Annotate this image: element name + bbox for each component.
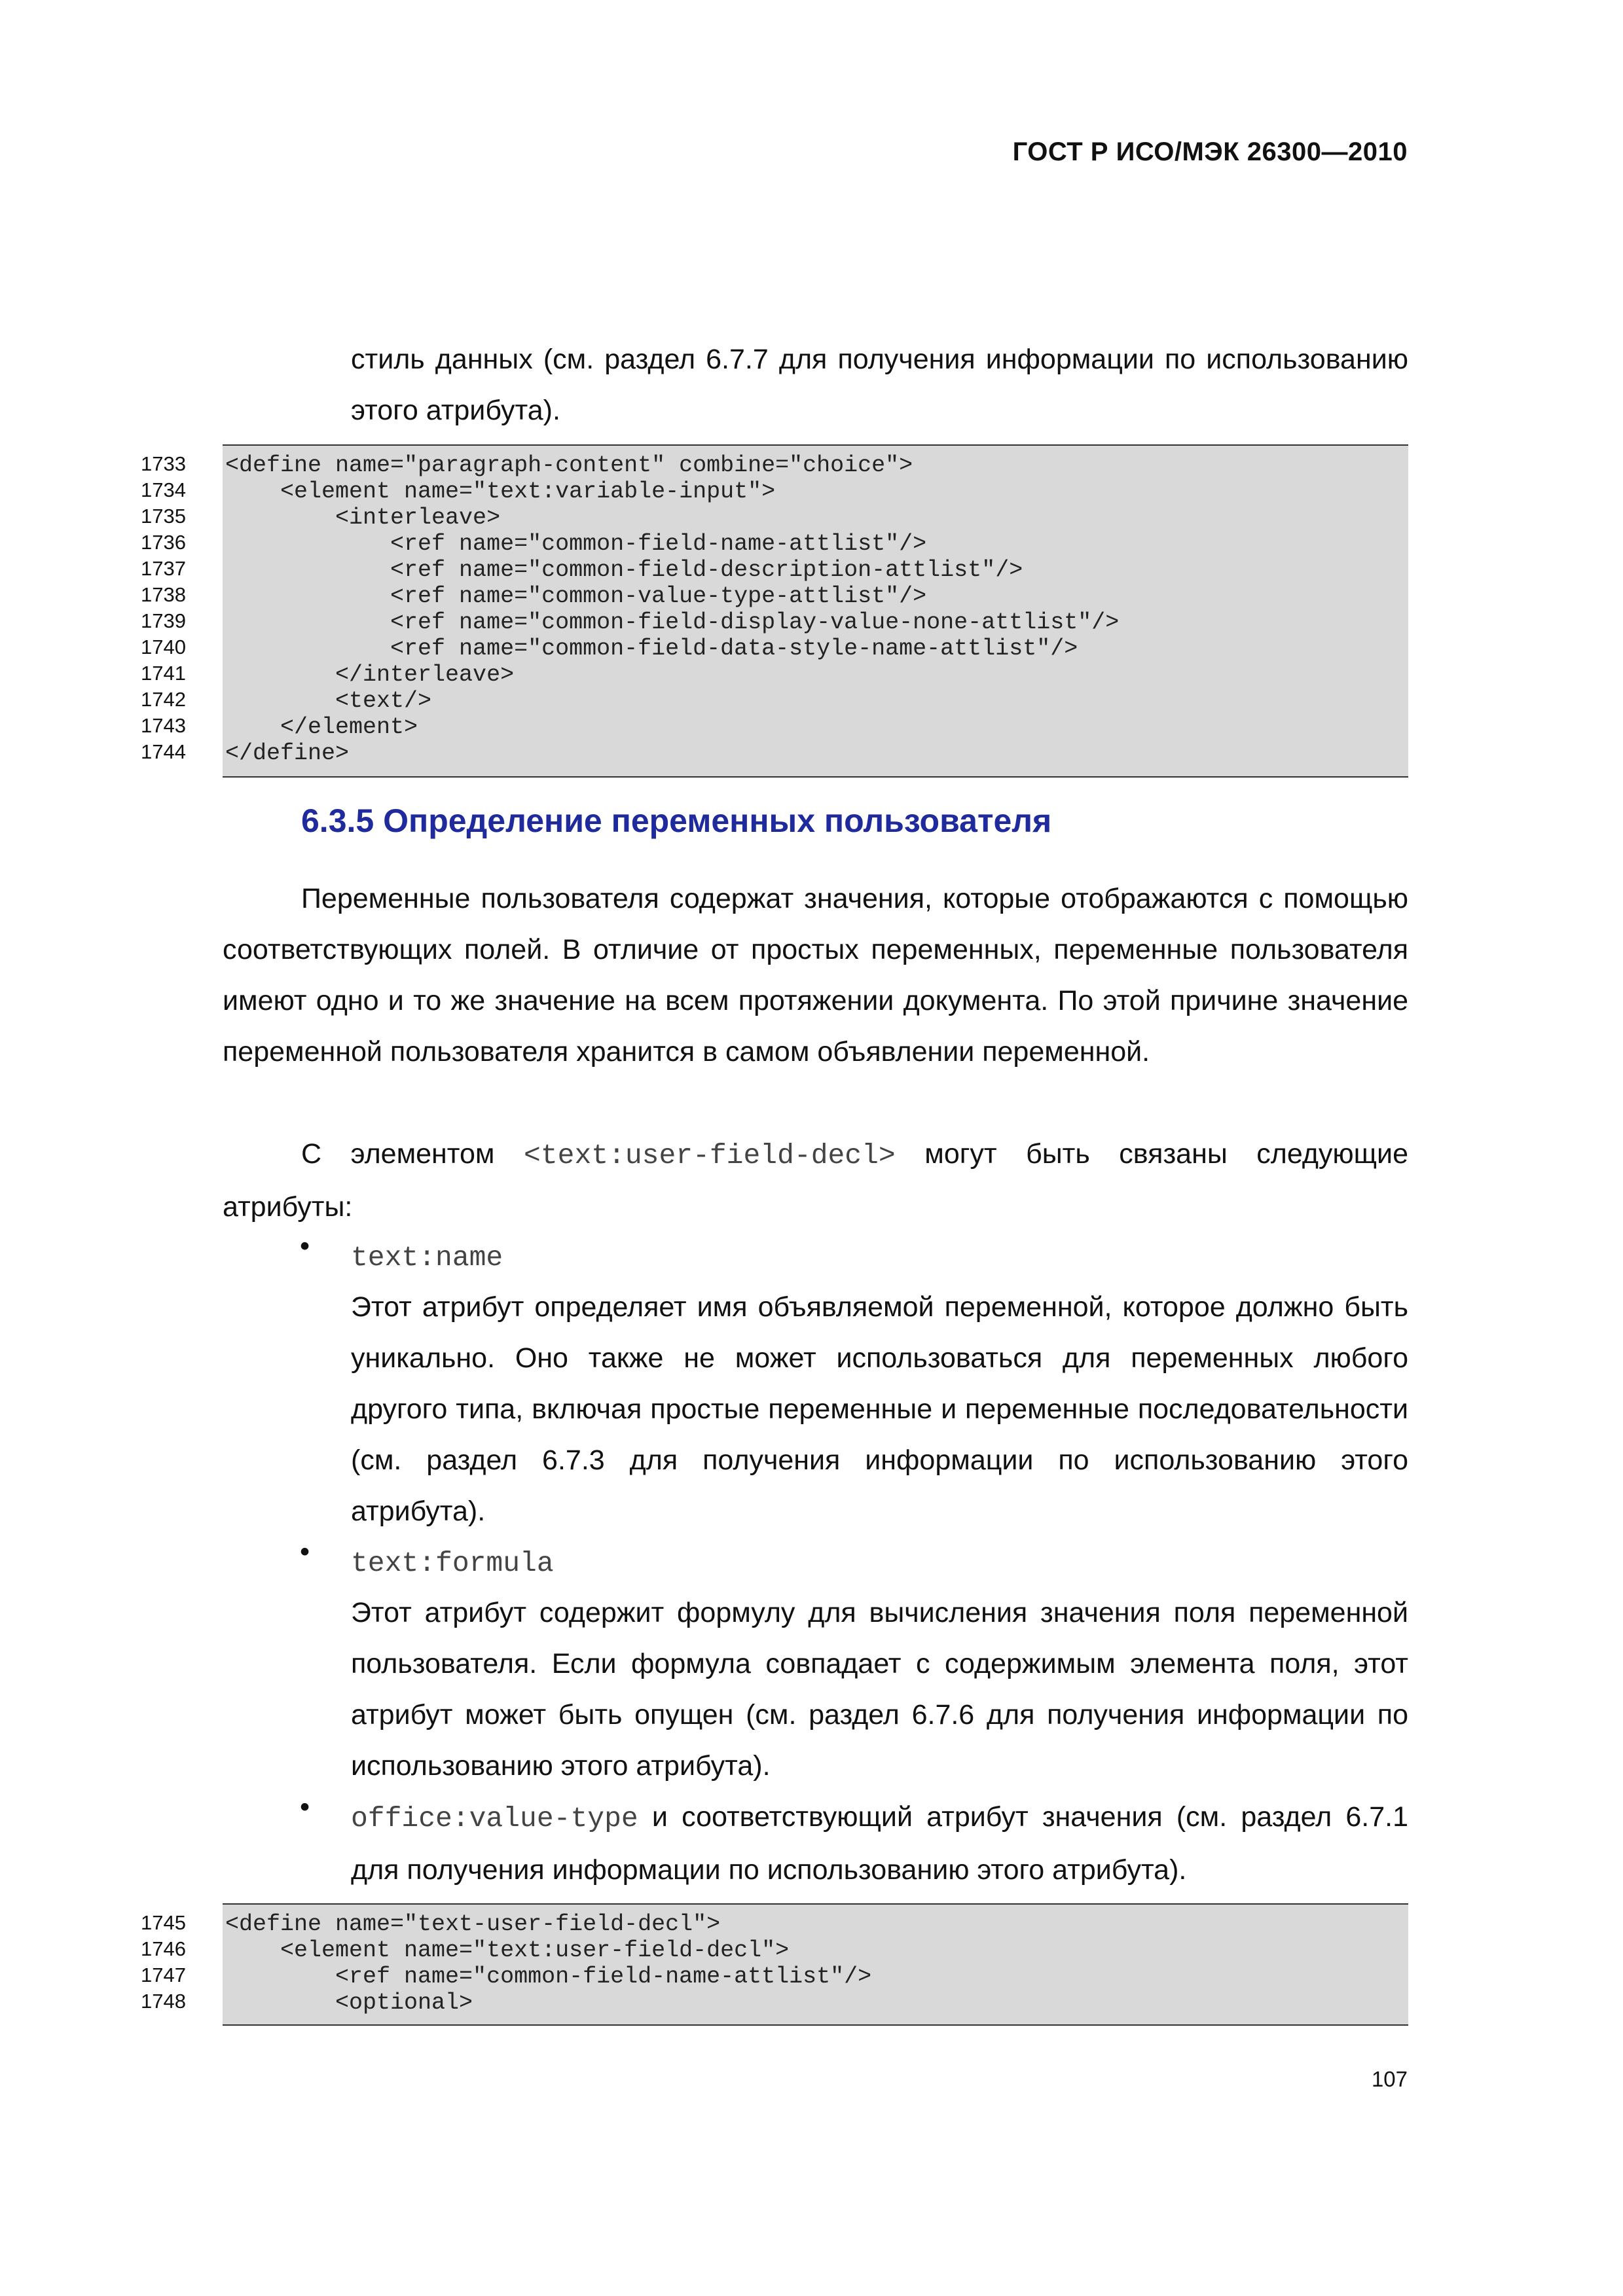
attribute-code: text:name: [351, 1242, 503, 1274]
code-block-1: [223, 444, 1408, 778]
document-standard-header: ГОСТ Р ИСО/МЭК 26300—2010: [1012, 137, 1408, 166]
element-name-code: <text:user-field-decl>: [524, 1139, 896, 1172]
intro-paragraph: стиль данных (см. раздел 6.7.7 для получения информации по использованию этого атрибута).: [351, 344, 1408, 426]
code-line: <ref name="common-field-name-attlist"/>: [225, 531, 927, 557]
line-number: 1733: [141, 452, 186, 475]
code-line: <ref name="common-field-data-style-name-attlist"/>: [225, 636, 1078, 662]
line-number: 1737: [141, 557, 186, 580]
line-number: 1736: [141, 531, 186, 554]
code-block-2: [223, 1903, 1408, 2026]
attribute-code: text:formula: [351, 1547, 554, 1579]
line-number: 1739: [141, 609, 186, 632]
bullet-icon: •: [300, 1791, 310, 1823]
attributes-intro-prefix: С элементом: [301, 1138, 524, 1170]
line-number: 1747: [141, 1964, 186, 1986]
code-line: </define>: [225, 740, 350, 766]
line-number: 1740: [141, 636, 186, 658]
line-number: 1742: [141, 688, 186, 711]
line-number: 1744: [141, 740, 186, 763]
code-block-1-line-numbers: [130, 451, 186, 765]
bullet-attribute-description: и соответствующий атрибут значения (см. раздел 6.7.1 для получения информации по использованию этого атрибута).: [351, 1801, 1408, 1886]
attributes-intro-suffix: могут быть связаны следующие атрибуты:: [223, 1138, 1408, 1223]
code-line: <ref name="common-field-display-value-none-attlist"/>: [225, 609, 1120, 636]
line-number: 1738: [141, 583, 186, 606]
code-line: <ref name="common-field-description-attlist"/>: [225, 557, 1023, 583]
code-line: <text/>: [225, 688, 432, 714]
line-number: 1735: [141, 505, 186, 528]
line-number: 1741: [141, 662, 186, 685]
code-line: <optional>: [225, 1990, 473, 2016]
code-line: <interleave>: [225, 505, 501, 531]
bullet-attribute-paragraph: [351, 1791, 1408, 1895]
line-number: 1748: [141, 1990, 186, 2013]
bullet-icon: •: [300, 1230, 310, 1262]
code-line: </interleave>: [225, 662, 515, 688]
section-heading: 6.3.5 Определение переменных пользователя: [301, 802, 1052, 839]
bullet-icon: •: [300, 1536, 310, 1568]
code-line: <define name="text-user-field-decl">: [225, 1911, 721, 1937]
attributes-intro-paragraph: [223, 1128, 1408, 1232]
code-line: <element name="text:user-field-decl">: [225, 1937, 790, 1964]
code-block-2-line-numbers: [130, 1910, 186, 2015]
line-number: 1743: [141, 714, 186, 737]
code-line: <ref name="common-field-name-attlist"/>: [225, 1964, 872, 1990]
code-line: <ref name="common-value-type-attlist"/>: [225, 583, 927, 609]
line-number: 1746: [141, 1937, 186, 1960]
bullet-attribute-description: Этот атрибут определяет имя объявляемой переменной, которое должно быть уникально. Оно также не может использоваться для переменных любого другого типа, включая простые переменные и переменные последовательности (см. раздел 6.7.3 для получения информации по использованию этого атрибута).: [351, 1291, 1408, 1527]
page-number: 107: [1371, 2067, 1408, 2091]
bullet-attribute-name: [351, 1230, 1408, 1283]
code-line: </element>: [225, 714, 418, 740]
bullet-attribute-name: [351, 1536, 1408, 1589]
line-number: 1745: [141, 1911, 186, 1934]
code-line: <define name="paragraph-content" combine="choice">: [225, 452, 913, 478]
bullet-attribute-description: Этот атрибут содержит формулу для вычисления значения поля переменной пользователя. Если формула совпадает с содержимым элемента поля, этот атрибут может быть опущен (см. раздел 6.7.6 для получения информации по использованию этого атрибута).: [351, 1597, 1408, 1782]
attribute-code: office:value-type: [351, 1803, 638, 1835]
line-number: 1734: [141, 478, 186, 501]
code-line: <element name="text:variable-input">: [225, 478, 776, 505]
body-paragraph: Переменные пользователя содержат значения, которые отображаются с помощью соответствующих полей. В отличие от простых переменных, переменные пользователя имеют одно и то же значение на всем протяжении документа. По этой причине значение переменной пользователя хранится в самом объявлении переменной.: [223, 883, 1408, 1067]
